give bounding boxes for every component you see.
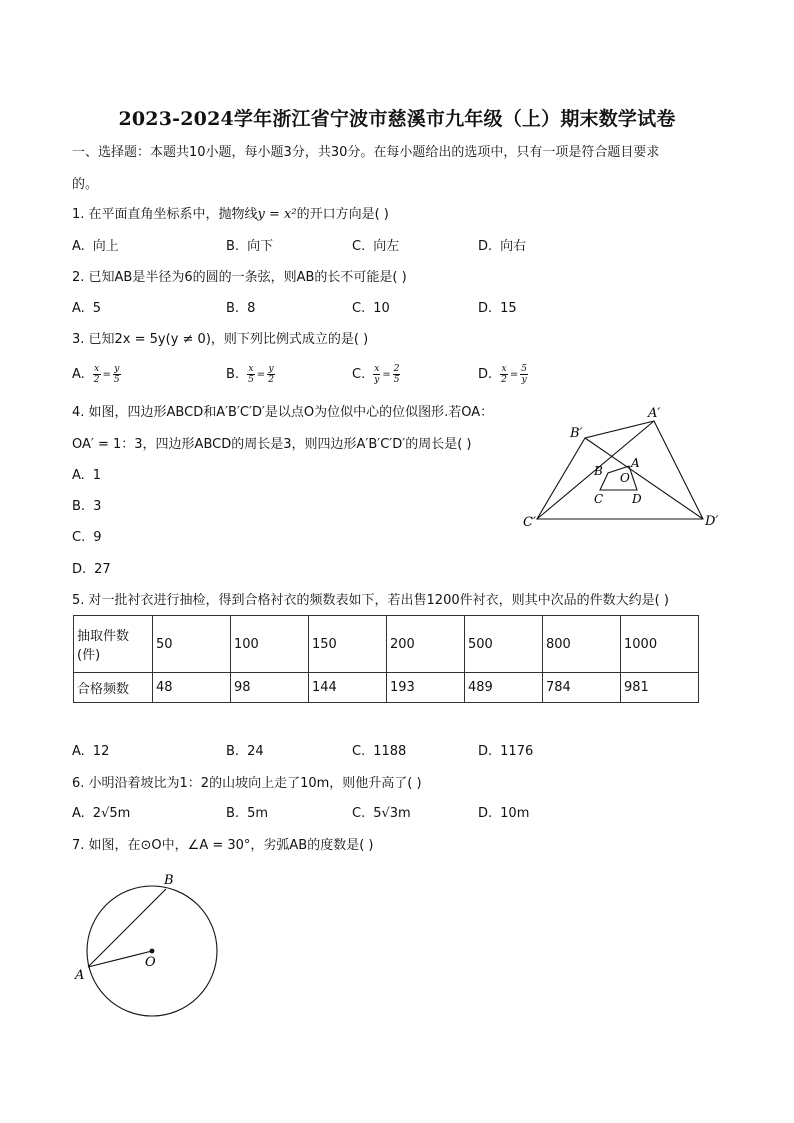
q5-option-d[interactable] [478,742,533,762]
numerator: y [268,364,274,374]
table-cell: 800 [543,616,621,673]
denominator: 2 [93,375,100,385]
option-text: 向下 [247,239,274,254]
equals-sign: = [382,368,391,380]
label-c: C [594,492,604,506]
radius-ao [88,951,152,967]
label-c-prime: C′ [523,515,536,530]
fraction [373,364,380,385]
option-text: 2√5m [92,806,131,821]
option-tag: C. [352,367,366,382]
denominator: y [374,375,380,385]
frequency-table [73,615,699,703]
numerator: y [114,364,120,374]
table-cell: 1000 [621,616,699,673]
q4-option-a[interactable] [72,466,101,486]
option-tag: C. [352,239,366,254]
denominator: 5 [113,375,120,385]
center-point [150,949,155,954]
question-3: 3. 已知2x = 5y(y ≠ 0)，则下列比例式成立的是( ) [72,332,369,347]
numerator: x [501,364,507,374]
fraction [93,364,101,385]
denominator: 2 [268,375,274,385]
table-cell: 200 [387,616,465,673]
question-6: 6. 小明沿着坡比为1：2的山坡向上走了10m，则他升高了( ) [72,776,422,791]
option-text: 12 [92,744,110,759]
denominator: 2 [501,375,507,385]
option-tag: A. [72,239,85,254]
table-header-cell: 抽取件数(件) [74,616,153,673]
table-cell: 100 [231,616,309,673]
option-text: 5m [247,806,268,821]
option-tag: C. [352,301,366,316]
question-4-line-2: OA′ = 1：3，四边形ABCD的周长是3，则四边形A′B′C′D′的周长是( ) [72,437,472,452]
q6-option-c[interactable] [352,804,411,824]
q3-option-d[interactable] [478,364,528,385]
q2-option-d[interactable] [478,299,517,319]
option-tag: B. [226,367,240,382]
table-row [74,616,699,673]
q3-option-c[interactable] [352,364,400,385]
option-tag: D. [72,562,87,577]
option-text: 1 [92,468,102,483]
q3-option-a[interactable] [72,364,121,385]
table-cell: 500 [465,616,543,673]
table-cell: 193 [387,673,465,703]
q6-option-b[interactable] [226,804,268,824]
option-tag: B. [226,744,240,759]
q2-option-a[interactable] [72,299,101,319]
question-5: 5. 对一批衬衣进行抽检，得到合格衬衣的频数表如下，若出售1200件衬衣，则其中次品的件数大约是( ) [72,593,669,608]
section-instruction-line-1: 一、选择题：本题共10小题，每小题3分，共30分。在每小题给出的选项中，只有一项是符合题目要求 [72,145,660,160]
q2-option-c[interactable] [352,299,390,319]
question-4-line-1: 4. 如图，四边形ABCD和A′B′C′D′是以点O为位似中心的位似图形.若OA： [72,405,494,420]
option-text: 5√3m [373,806,411,821]
table-row [74,673,699,703]
q4-homothety-figure [520,398,730,533]
q5-option-a[interactable] [72,742,109,762]
q7-circle-figure [70,868,230,1018]
label-a: A [631,456,640,470]
q3-option-b[interactable] [226,364,275,385]
option-tag: D. [478,301,493,316]
label-d: D [632,492,642,506]
label-o: O [145,955,156,970]
equals-sign: = [102,368,111,380]
numerator: 2 [393,364,400,374]
option-text: 24 [247,744,264,759]
label-a-prime: A′ [648,406,661,421]
numerator: x [248,364,254,374]
fraction [520,364,528,385]
fraction [247,364,255,385]
fraction [267,364,275,385]
option-text: 27 [94,562,111,577]
option-tag: D. [478,806,493,821]
q6-option-d[interactable] [478,804,529,824]
numerator: x [374,364,380,374]
option-tag: A. [72,301,85,316]
option-text: 3 [93,499,102,514]
numerator: x [94,364,100,374]
outer-quadrilateral [537,421,703,519]
option-tag: B. [72,499,86,514]
fraction [393,364,401,385]
option-tag: D. [478,744,493,759]
q2-option-b[interactable] [226,299,255,319]
q4-option-b[interactable] [72,497,101,517]
q1-option-a[interactable] [72,237,119,257]
table-cell: 489 [465,673,543,703]
equals-sign: = [256,368,266,380]
label-a: A [75,968,85,983]
question-1 [72,205,389,225]
q5-option-c[interactable] [352,742,406,762]
table-cell: 48 [153,673,231,703]
option-text: 10m [500,806,530,821]
section-instruction-line-2: 的。 [72,177,99,192]
option-text: 向上 [92,239,119,254]
denominator: y [521,375,527,385]
label-d-prime: D′ [705,514,719,529]
option-tag: A. [72,744,85,759]
question-1-prefix: 1. 在平面直角坐标系中，抛物线 [72,207,258,222]
table-cell: 981 [621,673,699,703]
option-tag: D. [478,367,493,382]
option-text: 1176 [500,744,534,759]
option-text: 向右 [500,239,527,254]
ray-b1-d1 [585,438,703,519]
option-text: 10 [373,301,390,316]
fraction [500,364,508,385]
table-cell: 150 [309,616,387,673]
label-b: B [594,464,603,478]
option-tag: D. [478,239,493,254]
page-title: 2023-2024学年浙江省宁波市慈溪市九年级（上）期末数学试卷 [118,108,676,130]
q1-option-d[interactable] [478,237,526,257]
denominator: 5 [248,375,254,385]
q4-option-c[interactable] [72,528,102,548]
table-header-cell: 合格频数 [74,673,153,703]
option-tag: B. [226,239,240,254]
table-cell: 144 [309,673,387,703]
option-tag: C. [352,806,366,821]
question-2: 2. 已知AB是半径为6的圆的一条弦，则AB的长不可能是( ) [72,270,407,285]
table-cell: 784 [543,673,621,703]
option-text: 向左 [373,239,400,254]
table-cell: 50 [153,616,231,673]
label-o: O [620,471,630,485]
q4-option-d[interactable] [72,560,111,580]
q1-option-c[interactable] [352,237,399,257]
option-tag: A. [72,367,85,382]
option-tag: B. [226,301,240,316]
table-cell: 98 [231,673,309,703]
denominator: 5 [393,375,400,385]
option-text: 1188 [373,744,407,759]
question-1-suffix: 的开口方向是( ) [296,207,389,222]
option-tag: C. [352,744,366,759]
q5-option-b[interactable] [226,742,264,762]
question-7: 7. 如图，在⊙O中，∠A = 30°，劣弧AB的度数是( ) [72,838,374,853]
option-tag: A. [72,806,85,821]
fraction [113,364,121,385]
numerator: 5 [521,364,528,374]
label-b-prime: B′ [570,426,583,441]
option-text: 5 [92,301,102,316]
question-1-formula: y = x² [257,207,297,222]
option-text: 8 [247,301,256,316]
q6-option-a[interactable] [72,804,130,824]
option-tag: C. [72,530,86,545]
option-tag: A. [72,468,85,483]
equals-sign: = [509,368,519,380]
option-tag: B. [226,806,240,821]
q1-option-b[interactable] [226,237,273,257]
option-text: 9 [93,530,102,545]
option-text: 15 [500,301,517,316]
label-b: B [164,873,174,888]
